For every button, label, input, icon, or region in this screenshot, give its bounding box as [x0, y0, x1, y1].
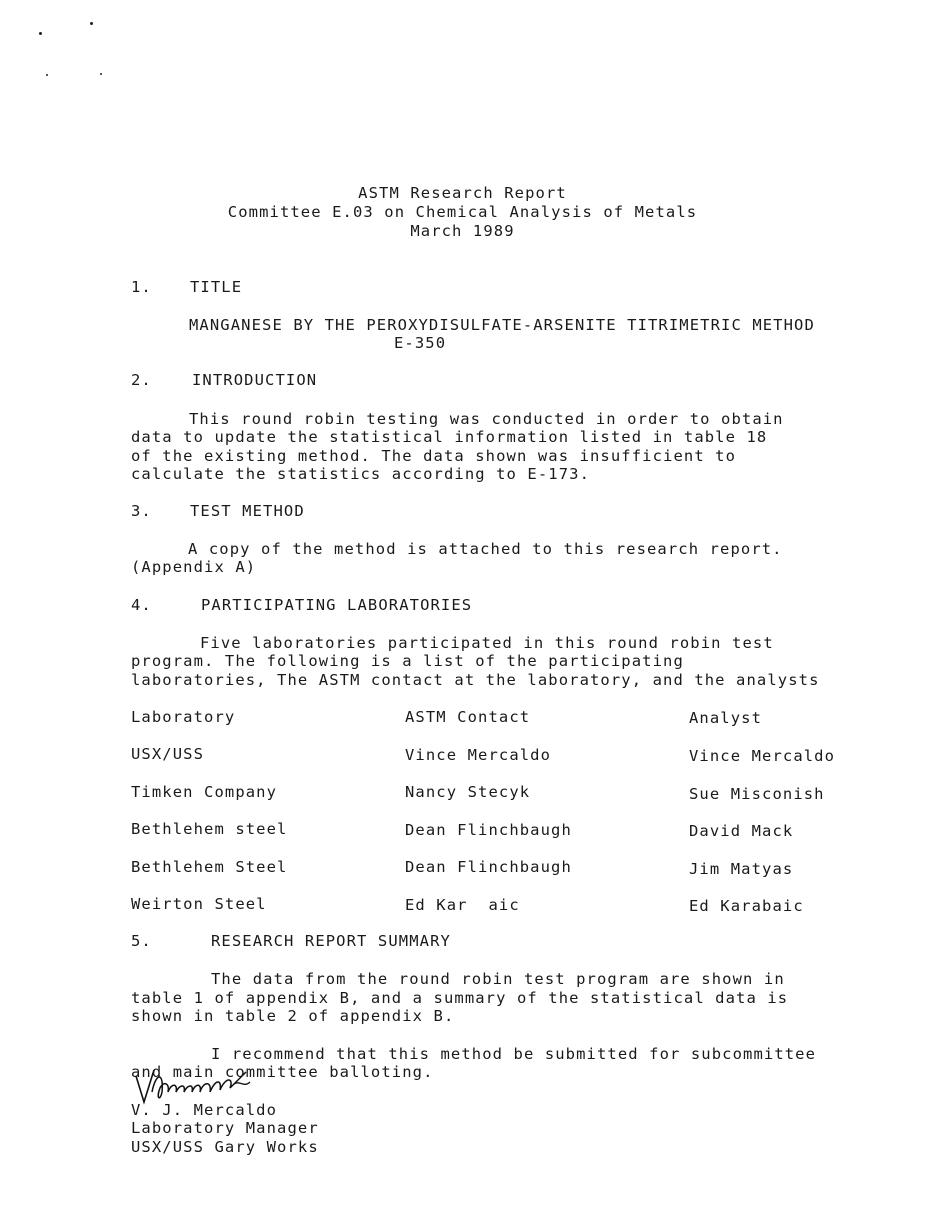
report-header-committee: Committee E.03 on Chemical Analysis of Metals	[227, 203, 698, 221]
scan-speck	[39, 32, 42, 35]
intro-line: calculate the statistics according to E-173.	[131, 465, 590, 483]
section-3-heading: TEST METHOD	[190, 502, 305, 520]
table-cell-laboratory: USX/USS	[131, 745, 205, 763]
section-4-heading: PARTICIPATING LABORATORIES	[201, 596, 473, 614]
table-header-laboratory: Laboratory	[131, 708, 236, 726]
table-cell-laboratory: Bethlehem Steel	[131, 858, 288, 876]
method-designation: E-350	[394, 334, 447, 352]
method-title: MANGANESE BY THE PEROXYDISULFATE-ARSENITE TITRIMETRIC METHOD	[189, 316, 815, 334]
section-3-number: 3.	[131, 502, 152, 520]
section-2-number: 2.	[131, 371, 152, 389]
table-cell-analyst: Ed Karabaic	[689, 897, 804, 915]
table-cell-analyst: Sue Misconish	[689, 785, 825, 803]
intro-line: data to update the statistical information listed in table 18	[131, 428, 768, 446]
intro-line: This round robin testing was conducted in order to obtain	[189, 410, 784, 428]
labs-line: program. The following is a list of the participating	[131, 652, 684, 670]
signer-name: V. J. Mercaldo	[131, 1101, 278, 1119]
table-cell-laboratory: Bethlehem steel	[131, 820, 288, 838]
recommend-line: I recommend that this method be submitted for subcommittee	[211, 1045, 817, 1063]
table-cell-contact: Dean Flinchbaugh	[405, 821, 572, 839]
table-cell-laboratory: Timken Company	[131, 783, 278, 801]
table-cell-contact: Nancy Stecyk	[405, 783, 531, 801]
table-cell-laboratory: Weirton Steel	[131, 895, 267, 913]
table-header-astm-contact: ASTM Contact	[405, 708, 531, 726]
section-5-number: 5.	[131, 932, 152, 950]
labs-line: laboratories, The ASTM contact at the laboratory, and the analysts	[131, 671, 820, 689]
recommend-line: and main committee balloting.	[131, 1063, 434, 1081]
section-4-number: 4.	[131, 596, 152, 614]
section-5-heading: RESEARCH REPORT SUMMARY	[211, 932, 451, 950]
labs-line: Five laboratories participated in this round robin test	[200, 634, 774, 652]
summary-line: table 1 of appendix B, and a summary of the statistical data is	[131, 989, 789, 1007]
signer-organization: USX/USS Gary Works	[131, 1138, 319, 1156]
table-cell-analyst: Jim Matyas	[689, 860, 794, 878]
table-cell-analyst: David Mack	[689, 822, 794, 840]
section-1-heading: TITLE	[190, 278, 243, 296]
summary-line: The data from the round robin test program are shown in	[211, 970, 785, 988]
table-header-analyst: Analyst	[689, 709, 763, 727]
section-1-number: 1.	[131, 278, 152, 296]
scan-speck	[100, 73, 102, 75]
table-cell-contact: Ed Kar aic	[405, 896, 520, 914]
section-2-heading: INTRODUCTION	[192, 371, 318, 389]
table-cell-analyst: Vince Mercaldo	[689, 747, 836, 765]
intro-line: of the existing method. The data shown was insufficient to	[131, 447, 737, 465]
table-cell-contact: Dean Flinchbaugh	[405, 858, 572, 876]
summary-line: shown in table 2 of appendix B.	[131, 1007, 455, 1025]
scan-speck	[46, 74, 48, 76]
method-line: (Appendix A)	[131, 558, 257, 576]
report-header-date: March 1989	[410, 222, 515, 240]
method-line: A copy of the method is attached to this research report.	[188, 540, 783, 558]
scan-speck	[90, 22, 93, 25]
signer-title: Laboratory Manager	[131, 1119, 319, 1137]
report-header-title: ASTM Research Report	[358, 184, 567, 202]
table-cell-contact: Vince Mercaldo	[405, 746, 552, 764]
